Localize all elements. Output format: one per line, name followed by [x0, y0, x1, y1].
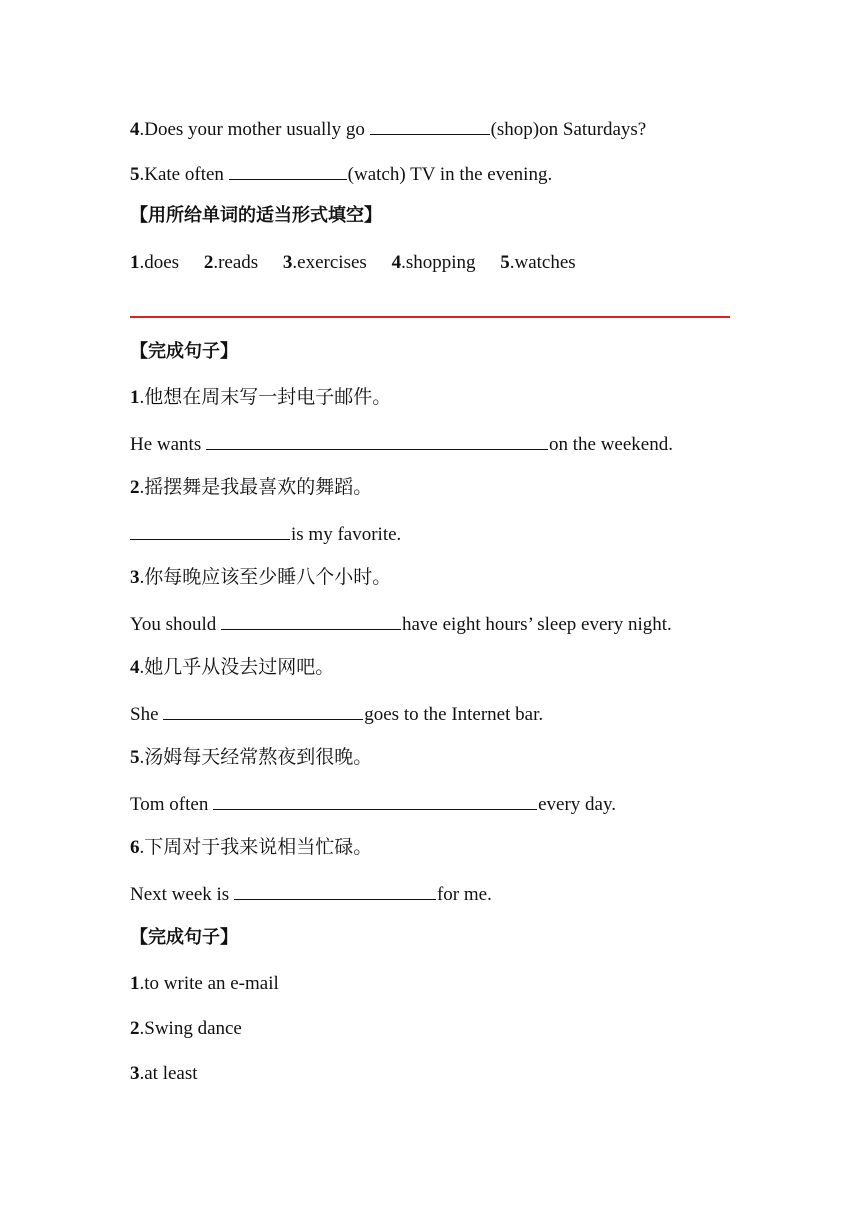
section-heading: 【用所给单词的适当形式填空】	[130, 205, 382, 226]
question-number: 3	[130, 567, 140, 588]
answer-text: .to write an e-mail	[139, 973, 279, 994]
question-5-english	[130, 791, 616, 817]
answer-text: .at least	[139, 1063, 198, 1084]
answer-text: .exercises	[292, 252, 367, 273]
sentence-start: She	[130, 704, 164, 725]
sentence-end: every day.	[538, 794, 617, 815]
sentence-start: You should	[130, 614, 221, 635]
answer-blank[interactable]	[206, 431, 548, 450]
question-3-chinese	[130, 566, 391, 590]
question-text: (watch) TV in the evening.	[347, 164, 553, 185]
answer-number: 5	[500, 252, 510, 273]
chinese-prompt: .下周对于我来说相当忙碌。	[139, 837, 373, 858]
question-4-chinese	[130, 656, 334, 680]
question-6-chinese	[130, 836, 372, 860]
question-5	[130, 161, 552, 187]
chinese-prompt: .摇摆舞是我最喜欢的舞蹈。	[139, 477, 373, 498]
answer-number: 1	[130, 252, 140, 273]
answer-number: 1	[130, 973, 140, 994]
answer-number: 2	[130, 1018, 140, 1039]
question-text: .Does your mother usually go	[139, 119, 370, 140]
sentence-end: on the weekend.	[548, 434, 673, 455]
sentence-end: have eight hours’ sleep every night.	[402, 614, 672, 635]
answer-1	[130, 972, 279, 996]
question-number: 4	[130, 119, 140, 140]
question-number: 1	[130, 387, 140, 408]
answer-blank[interactable]	[370, 116, 490, 135]
answer-number: 4	[391, 252, 402, 273]
answer-blank[interactable]	[213, 791, 537, 810]
question-number: 5	[130, 164, 140, 185]
answer-text: .reads	[213, 252, 259, 273]
question-1-chinese	[130, 386, 391, 410]
question-4	[130, 116, 646, 142]
answer-number: 3	[282, 252, 293, 273]
answer-text: .watches	[509, 252, 576, 273]
answer-2	[130, 1017, 242, 1041]
question-2-english	[130, 521, 401, 547]
answer-blank[interactable]	[130, 521, 290, 540]
sentence-end: goes to the Internet bar.	[364, 704, 544, 725]
red-divider	[130, 316, 730, 318]
answer-item	[130, 252, 179, 273]
question-number: 5	[130, 747, 140, 768]
answer-blank[interactable]	[221, 611, 401, 630]
sentence-start: He wants	[130, 434, 206, 455]
answer-blank[interactable]	[163, 701, 363, 720]
sentence-start: Tom often	[130, 794, 214, 815]
question-5-chinese	[130, 746, 372, 770]
chinese-prompt: .汤姆每天经常熬夜到很晚。	[139, 747, 373, 768]
section-heading: 【完成句子】	[130, 927, 238, 948]
answer-item	[392, 252, 476, 273]
question-text: .Kate often	[139, 164, 229, 185]
section-heading: 【完成句子】	[130, 341, 238, 362]
sentence-end: is my favorite.	[291, 524, 402, 545]
question-text: (shop)on Saturdays?	[490, 119, 647, 140]
question-1-english	[130, 431, 673, 457]
answer-3	[130, 1062, 198, 1086]
answer-number: 2	[203, 252, 214, 273]
answer-blank[interactable]	[234, 881, 436, 900]
answer-list	[130, 251, 596, 275]
question-number: 4	[130, 657, 140, 678]
question-number: 2	[130, 477, 140, 498]
question-number: 6	[130, 837, 140, 858]
question-4-english	[130, 701, 543, 727]
question-3-english	[130, 611, 672, 637]
answer-item	[283, 252, 367, 273]
chinese-prompt: .他想在周末写一封电子邮件。	[139, 387, 392, 408]
chinese-prompt: .她几乎从没去过网吧。	[139, 657, 335, 678]
sentence-start: Next week is	[130, 884, 234, 905]
answer-number: 3	[130, 1063, 140, 1084]
question-6-english	[130, 881, 492, 907]
sentence-end: for me.	[436, 884, 492, 905]
answer-item	[500, 252, 575, 273]
answer-text: .Swing dance	[139, 1018, 242, 1039]
answer-text: .shopping	[401, 252, 476, 273]
answer-item	[204, 252, 258, 273]
chinese-prompt: .你每晚应该至少睡八个小时。	[139, 567, 392, 588]
answer-text: .does	[139, 252, 180, 273]
question-2-chinese	[130, 476, 372, 500]
answer-blank[interactable]	[229, 161, 347, 180]
